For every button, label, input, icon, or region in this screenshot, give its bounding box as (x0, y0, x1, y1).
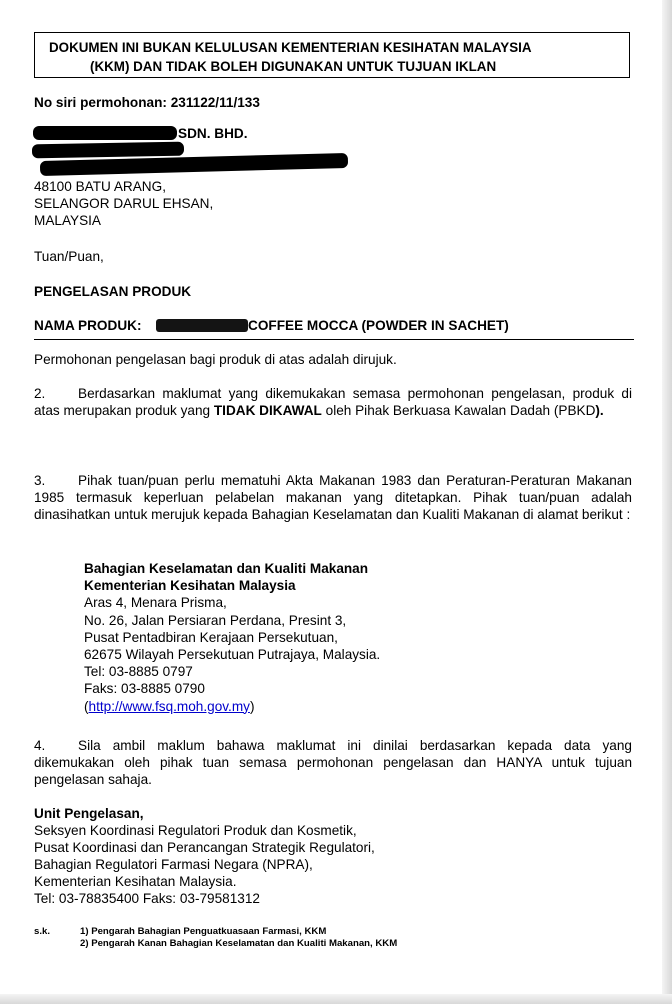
recipient-country: MALAYSIA (34, 213, 101, 228)
address-tel: Tel: 03-8885 0797 (84, 664, 193, 680)
disclaimer-line-2: (KKM) DAN TIDAK BOLEH DIGUNAKAN UNTUK TUJUAN IKLAN (90, 59, 497, 74)
subject-divider (34, 339, 634, 340)
paragraph-3 (34, 472, 632, 523)
address-line-3: Pusat Pentadbiran Kerajaan Persekutuan, (84, 629, 338, 645)
signature-unit: Unit Pengelasan, (34, 806, 144, 821)
paragraph-2-text-b: oleh Pihak Berkuasa Kawalan Dadah (PBKD (321, 403, 596, 418)
signature-line-4: Kementerian Kesihatan Malaysia. (34, 874, 237, 889)
cc-label: s.k. (34, 926, 51, 937)
address-line-1: Aras 4, Menara Prisma, (84, 595, 227, 611)
subject-heading: PENGELASAN PRODUK (34, 284, 192, 299)
paragraph-4-text: Sila ambil maklum bahawa maklumat ini dinilai berdasarkan kepada data yang dikemukakan oleh pihak tuan semasa permohonan pengelasan dan HANYA untuk tujuan pengelasan sahaja. (34, 738, 632, 787)
paragraph-4-number: 4. (34, 738, 46, 753)
intro-paragraph: Permohonan pengelasan bagi produk di atas adalah dirujuk. (34, 352, 397, 367)
address-line-2: No. 26, Jalan Persiaran Perdana, Presint 3, (84, 612, 347, 628)
recipient-company-suffix: SDN. BHD. (178, 126, 248, 141)
signature-contact: Tel: 03-78835400 Faks: 03-79581312 (34, 891, 260, 906)
paragraph-2-bold: TIDAK DIKAWAL (213, 403, 322, 418)
page-shadow-bottom (0, 994, 672, 1004)
redaction-product-brand (156, 319, 248, 332)
address-website (84, 698, 380, 715)
recipient-state: SELANGOR DARUL EHSAN, (34, 196, 214, 211)
paragraph-2-number: 2. (34, 386, 46, 401)
signature-line-1: Seksyen Koordinasi Regulatori Produk dan Kosmetik, (34, 823, 357, 838)
cc-item-1: 1) Pengarah Bahagian Penguatkuasaan Farmasi, KKM (80, 926, 327, 937)
signature-line-2: Pusat Koordinasi dan Perancangan Strategik Regulatori, (34, 840, 375, 855)
paragraph-3-text: Pihak tuan/puan perlu mematuhi Akta Makanan 1983 dan Peraturan-Peraturan Makanan 1985 termasuk keperluan pelabelan makanan yang ditetapkan. Pihak tuan/puan adalah dinasihatkan untuk merujuk kepada Bahagian Keselamatan dan Kualiti Makanan di alamat berikut : (34, 473, 632, 522)
redaction-company-name (33, 126, 177, 140)
website-link[interactable]: http://www.fsq.moh.gov.my (88, 698, 250, 714)
address-org-1: Bahagian Keselamatan dan Kualiti Makanan (84, 561, 369, 576)
redaction-address-line-1 (32, 142, 184, 159)
address-fax: Faks: 03-8885 0790 (84, 681, 205, 697)
disclaimer-box (34, 32, 630, 78)
url-close-paren: ) (249, 698, 255, 714)
disclaimer-line-1: DOKUMEN INI BUKAN KELULUSAN KEMENTERIAN KESIHATAN MALAYSIA (49, 40, 532, 55)
address-org-2: Kementerian Kesihatan Malaysia (84, 578, 296, 594)
product-name: COFFEE MOCCA (POWDER IN SACHET) (248, 318, 509, 333)
cc-item-2: 2) Pengarah Kanan Bahagian Keselamatan dan Kualiti Makanan, KKM (80, 938, 398, 949)
address-line-4: 62675 Wilayah Persekutuan Putrajaya, Malaysia. (84, 647, 381, 663)
recipient-postcode-town: 48100 BATU ARANG, (34, 179, 166, 194)
product-label: NAMA PRODUK: (34, 318, 142, 333)
paragraph-2-text-a: Berdasarkan maklumat yang dikemukakan semasa permohonan pengelasan, produk di atas merupakan produk yang (34, 386, 632, 418)
signature-line-3: Bahagian Regulatori Farmasi Negara (NPRA), (34, 857, 313, 872)
url-open-paren: ( (84, 698, 89, 714)
reference-number: No siri permohonan: 231122/11/133 (34, 95, 260, 110)
paragraph-4 (34, 737, 632, 788)
food-safety-address (84, 560, 380, 715)
paragraph-2-bold-end: ). (595, 403, 604, 418)
page-shadow-right (662, 0, 672, 1004)
paragraph-3-number: 3. (34, 473, 46, 488)
paragraph-2 (34, 385, 632, 419)
salutation: Tuan/Puan, (34, 249, 104, 264)
